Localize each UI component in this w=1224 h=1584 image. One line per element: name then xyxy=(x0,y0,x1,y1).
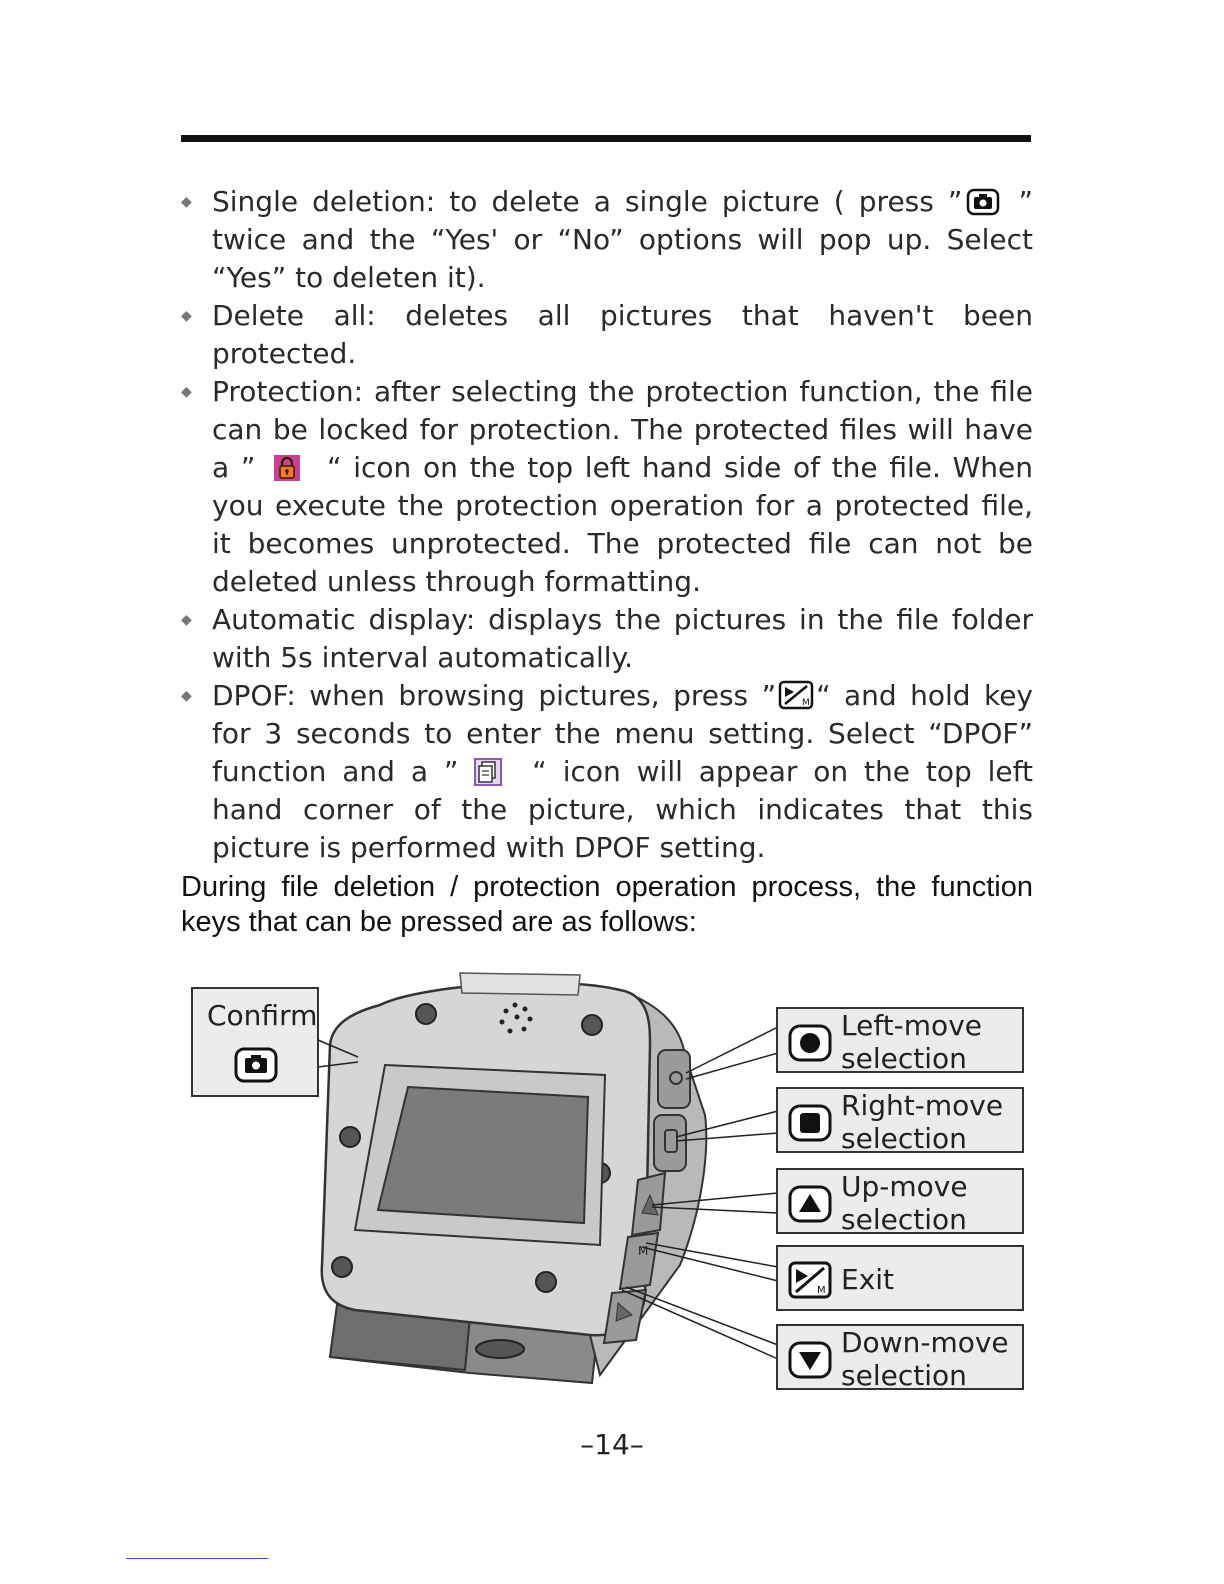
bullet-diamond-icon: ◆ xyxy=(181,308,192,324)
bullet-diamond-icon: ◆ xyxy=(181,384,192,400)
lock-icon xyxy=(273,454,301,482)
page-number: –14– xyxy=(580,1428,644,1461)
menu-mode-icon xyxy=(788,1261,832,1299)
confirm-key-label xyxy=(191,987,319,1097)
circle-button-icon xyxy=(788,1024,832,1062)
key-label-left-move: Left-move selection xyxy=(776,1007,1024,1073)
up-triangle-button-icon xyxy=(788,1185,832,1223)
feature-list xyxy=(181,183,1033,867)
list-item-dpof: ◆ DPOF: when browsing pictures, press ” M “ and hold key for 3 seconds to enter the menu setting. Select “DPOF” function and a ” “ icon will appear on the top left hand corner of the picture, which indicates that this picture is performed with DPOF setting. xyxy=(181,679,1033,864)
list-item-single-deletion: ◆ Single deletion: to delete a single picture ( press ” ” twice and the “Yes' or “No” options will pop up. Select “Yes” to deleten it). xyxy=(181,185,1033,294)
key-label-right-move: Right-move selection xyxy=(776,1087,1024,1153)
header-rule xyxy=(181,135,1031,142)
list-item-protection: ◆ Protection: after selecting the protection function, the file can be locked for protection. The protected files will have a ” “ icon on the top left hand side of the file. When you execute the protection operation for a protected file, it becomes unprotected. The protected file can not be deleted unless through formatting. xyxy=(181,375,1033,598)
bullet-diamond-icon: ◆ xyxy=(181,612,192,628)
device-key-diagram xyxy=(180,965,1040,1395)
camera-button-icon xyxy=(234,1047,278,1083)
svg-text:M: M xyxy=(817,1285,826,1296)
footnote-rule xyxy=(126,1558,268,1559)
svg-text:M: M xyxy=(802,698,810,708)
list-item-delete-all: ◆ Delete all: deletes all pictures that haven't been protected. xyxy=(181,299,1033,370)
bullet-diamond-icon: ◆ xyxy=(181,194,192,210)
confirm-label-text: Confirm xyxy=(207,999,318,1032)
dpof-icon xyxy=(474,758,502,786)
camera-button-icon xyxy=(966,188,1000,216)
key-label-down-move: Down-move selection xyxy=(776,1324,1024,1390)
function-keys-intro: During file deletion / protection operation process, the function keys that can be pressed are as follows: xyxy=(181,871,1033,938)
key-label-exit: M Exit xyxy=(776,1245,1024,1311)
list-item-automatic-display: ◆ Automatic display: displays the pictures in the file folder with 5s interval automatically. xyxy=(181,603,1033,674)
menu-mode-icon xyxy=(778,680,814,710)
bullet-diamond-icon: ◆ xyxy=(181,688,192,704)
square-button-icon xyxy=(788,1104,832,1142)
down-triangle-button-icon xyxy=(788,1341,832,1379)
svg-text:M: M xyxy=(638,1244,649,1258)
key-label-up-move: Up-move selection xyxy=(776,1168,1024,1234)
